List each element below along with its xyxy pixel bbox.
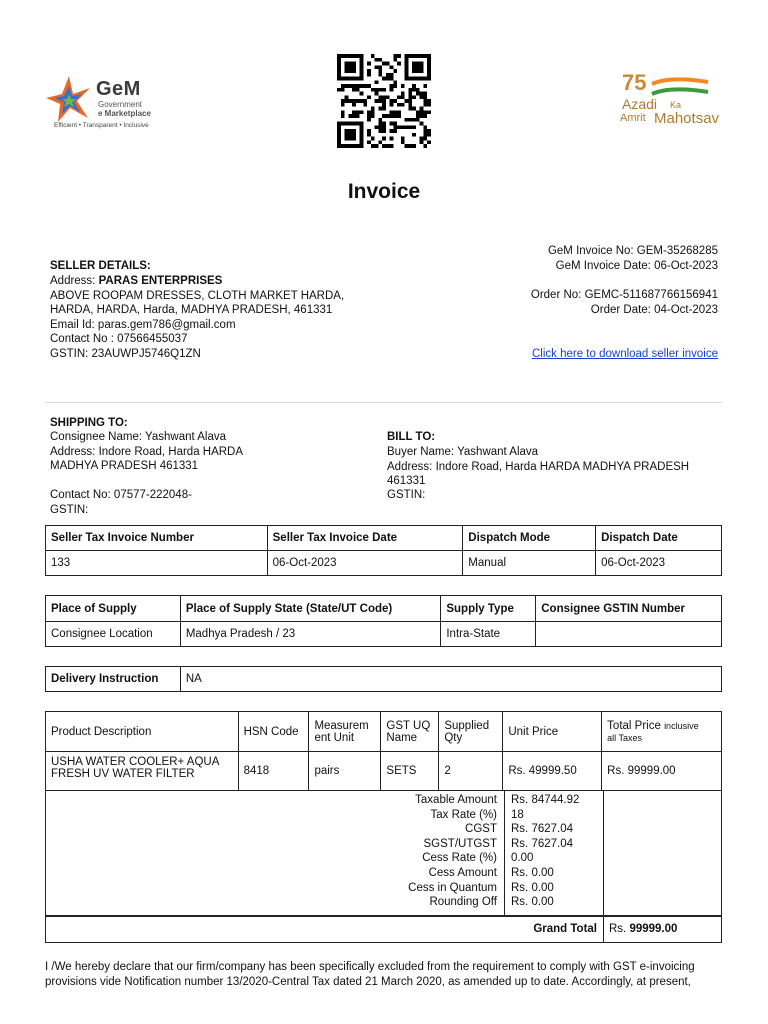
tax-label: Cess Rate (%) — [422, 852, 497, 865]
tax-breakdown — [45, 790, 722, 916]
tax-value: Rs. 84744.92 — [511, 794, 580, 806]
dispatch-table — [45, 525, 722, 576]
tax-label: Rounding Off — [429, 896, 497, 909]
seller-address-1: ABOVE ROOPAM DRESSES, CLOTH MARKET HARDA, — [50, 290, 345, 302]
order-no: Order No: GEMC-511687766156941 — [530, 289, 718, 301]
divider — [603, 790, 604, 915]
bill-to-address-1: Address: Indore Road, Harda HARDA MADHYA PRADESH — [387, 461, 690, 473]
gem-invoice-date: GeM Invoice Date: 06-Oct-2023 — [555, 260, 718, 272]
table-header: Seller Tax Invoice Date — [267, 526, 463, 551]
tax-value: 18 — [511, 808, 524, 821]
table-cell: Madhya Pradesh / 23 — [180, 622, 441, 647]
product-unit-price: Rs. 49999.50 — [503, 752, 602, 791]
tax-value: Rs. 0.00 — [511, 881, 554, 894]
tax-value: 0.00 — [511, 852, 534, 865]
table-row — [46, 622, 722, 647]
tax-value: Rs. 7627.04 — [511, 837, 574, 850]
azadi-ka-amrit-mahotsav-logo — [620, 70, 730, 134]
table-cell: 133 — [46, 551, 268, 576]
seller-name-line — [50, 274, 222, 289]
supply-table — [45, 595, 722, 647]
grand-total-row — [45, 916, 722, 943]
seller-heading: SELLER DETAILS: — [50, 260, 151, 272]
table-header: Product Description — [46, 712, 239, 752]
page-title: Invoice — [347, 180, 421, 203]
delivery-value: NA — [180, 667, 721, 692]
gem-star-icon — [44, 74, 94, 124]
table-header: HSN Code — [238, 712, 309, 752]
table-header-row — [46, 596, 722, 622]
table-cell — [536, 622, 722, 647]
table-cell: 06-Oct-2023 — [267, 551, 463, 576]
download-seller-invoice-link[interactable]: Click here to download seller invoice — [531, 348, 718, 360]
gem-wordmark: GeM — [96, 78, 141, 100]
seller-address-label: Address: — [50, 275, 96, 287]
table-header: Unit Price — [503, 712, 602, 752]
product-unit: pairs — [309, 752, 381, 791]
product-table — [45, 711, 722, 791]
declaration-line-2: provisions vide Notification number 13/2020-Central Tax dated 21 March 2020, as amended up to date. Accordingly, at present, — [45, 976, 691, 988]
table-header: Supply Type — [441, 596, 536, 622]
seller-address-2: HARDA, HARDA, Harda, MADHYA PRADESH, 461331 — [50, 304, 333, 316]
table-header: Dispatch Mode — [463, 526, 596, 551]
tax-label: SGST/UTGST — [423, 837, 497, 850]
gem-sub-line-1: Government — [98, 100, 143, 109]
product-qty: 2 — [439, 752, 503, 791]
seller-email: Email Id: paras.gem786@gmail.com — [50, 319, 236, 331]
tax-label: Cess in Quantum — [408, 881, 497, 894]
table-header: Place of Supply — [46, 596, 181, 622]
mahotsav-word: Mahotsav — [654, 110, 720, 127]
gem-invoice-no: GeM Invoice No: GEM-35268285 — [547, 245, 718, 257]
gem-tagline: Efficient • Transparent • Inclusive — [54, 122, 149, 129]
table-header-row — [46, 526, 722, 551]
gem-subtitle — [98, 100, 151, 118]
bill-to-address-2: 461331 — [387, 475, 426, 487]
tax-label: Taxable Amount — [415, 794, 497, 806]
product-description: USHA WATER COOLER+ AQUA FRESH UV WATER FILTER — [46, 752, 239, 791]
azadi-75: 75 — [622, 70, 647, 95]
divider — [45, 402, 722, 403]
product-gst-uq: SETS — [381, 752, 439, 791]
table-cell: Consignee Location — [46, 622, 181, 647]
table-cell: Manual — [463, 551, 596, 576]
bill-to-buyer: Buyer Name: Yashwant Alava — [387, 446, 539, 458]
divider — [504, 790, 505, 915]
product-hsn: 8418 — [238, 752, 309, 791]
product-total-price: Rs. 99999.00 — [602, 752, 722, 791]
tax-value: Rs. 0.00 — [511, 896, 554, 909]
shipping-contact: Contact No: 07577-222048- — [50, 489, 192, 501]
table-header: Consignee GSTIN Number — [536, 596, 722, 622]
table-header-row — [46, 712, 722, 752]
grand-total-label: Grand Total — [533, 923, 597, 935]
declaration-text — [45, 960, 725, 990]
seller-contact: Contact No : 07566455037 — [50, 333, 188, 345]
gem-logo — [44, 70, 164, 132]
qr-code-icon — [334, 54, 434, 148]
grand-total-value: Rs. 99999.00 — [609, 923, 678, 935]
shipping-gstin: GSTIN: — [50, 504, 89, 516]
bill-to-gstin: GSTIN: — [387, 489, 426, 501]
azadi-ka: Ka — [670, 100, 682, 110]
tax-value: Rs. 7627.04 — [511, 823, 574, 836]
table-row — [46, 667, 722, 692]
amrit-word: Amrit — [620, 112, 646, 124]
table-header: Total Price inclusive all Taxes — [602, 712, 722, 752]
tax-label: CGST — [465, 823, 497, 836]
order-date: Order Date: 04-Oct-2023 — [590, 304, 718, 316]
table-header: Seller Tax Invoice Number — [46, 526, 268, 551]
bill-to-heading: BILL TO: — [387, 431, 436, 443]
shipping-consignee: Consignee Name: Yashwant Alava — [50, 431, 227, 443]
tax-value: Rs. 0.00 — [511, 867, 554, 879]
azadi-word: Azadi — [622, 96, 658, 112]
shipping-address-2: MADHYA PRADESH 461331 — [50, 460, 199, 472]
table-header: Place of Supply State (State/UT Code) — [180, 596, 441, 622]
table-row — [46, 752, 722, 791]
shipping-heading: SHIPPING TO: — [50, 417, 128, 429]
table-header: GST UQ Name — [381, 712, 439, 752]
table-header: Dispatch Date — [596, 526, 722, 551]
table-cell: Intra-State — [441, 622, 536, 647]
table-row — [46, 551, 722, 576]
flag-wave-icon — [650, 76, 710, 98]
gem-sub-line-2: e Marketplace — [98, 109, 151, 118]
seller-name: PARAS ENTERPRISES — [98, 275, 223, 287]
table-cell: 06-Oct-2023 — [596, 551, 722, 576]
table-header: Measurem ent Unit — [309, 712, 381, 752]
shipping-address-1: Address: Indore Road, Harda HARDA — [50, 446, 244, 458]
table-header: Supplied Qty — [439, 712, 503, 752]
divider — [603, 917, 604, 942]
tax-label: Tax Rate (%) — [430, 808, 497, 821]
delivery-table — [45, 666, 722, 692]
seller-gstin: GSTIN: 23AUWPJ5746Q1ZN — [50, 348, 201, 360]
declaration-line-1: I /We hereby declare that our firm/company has been specifically excluded from the requirement to comply with GST e-invoicing — [45, 961, 695, 973]
tax-label: Cess Amount — [428, 867, 497, 879]
delivery-label: Delivery Instruction — [46, 667, 181, 692]
